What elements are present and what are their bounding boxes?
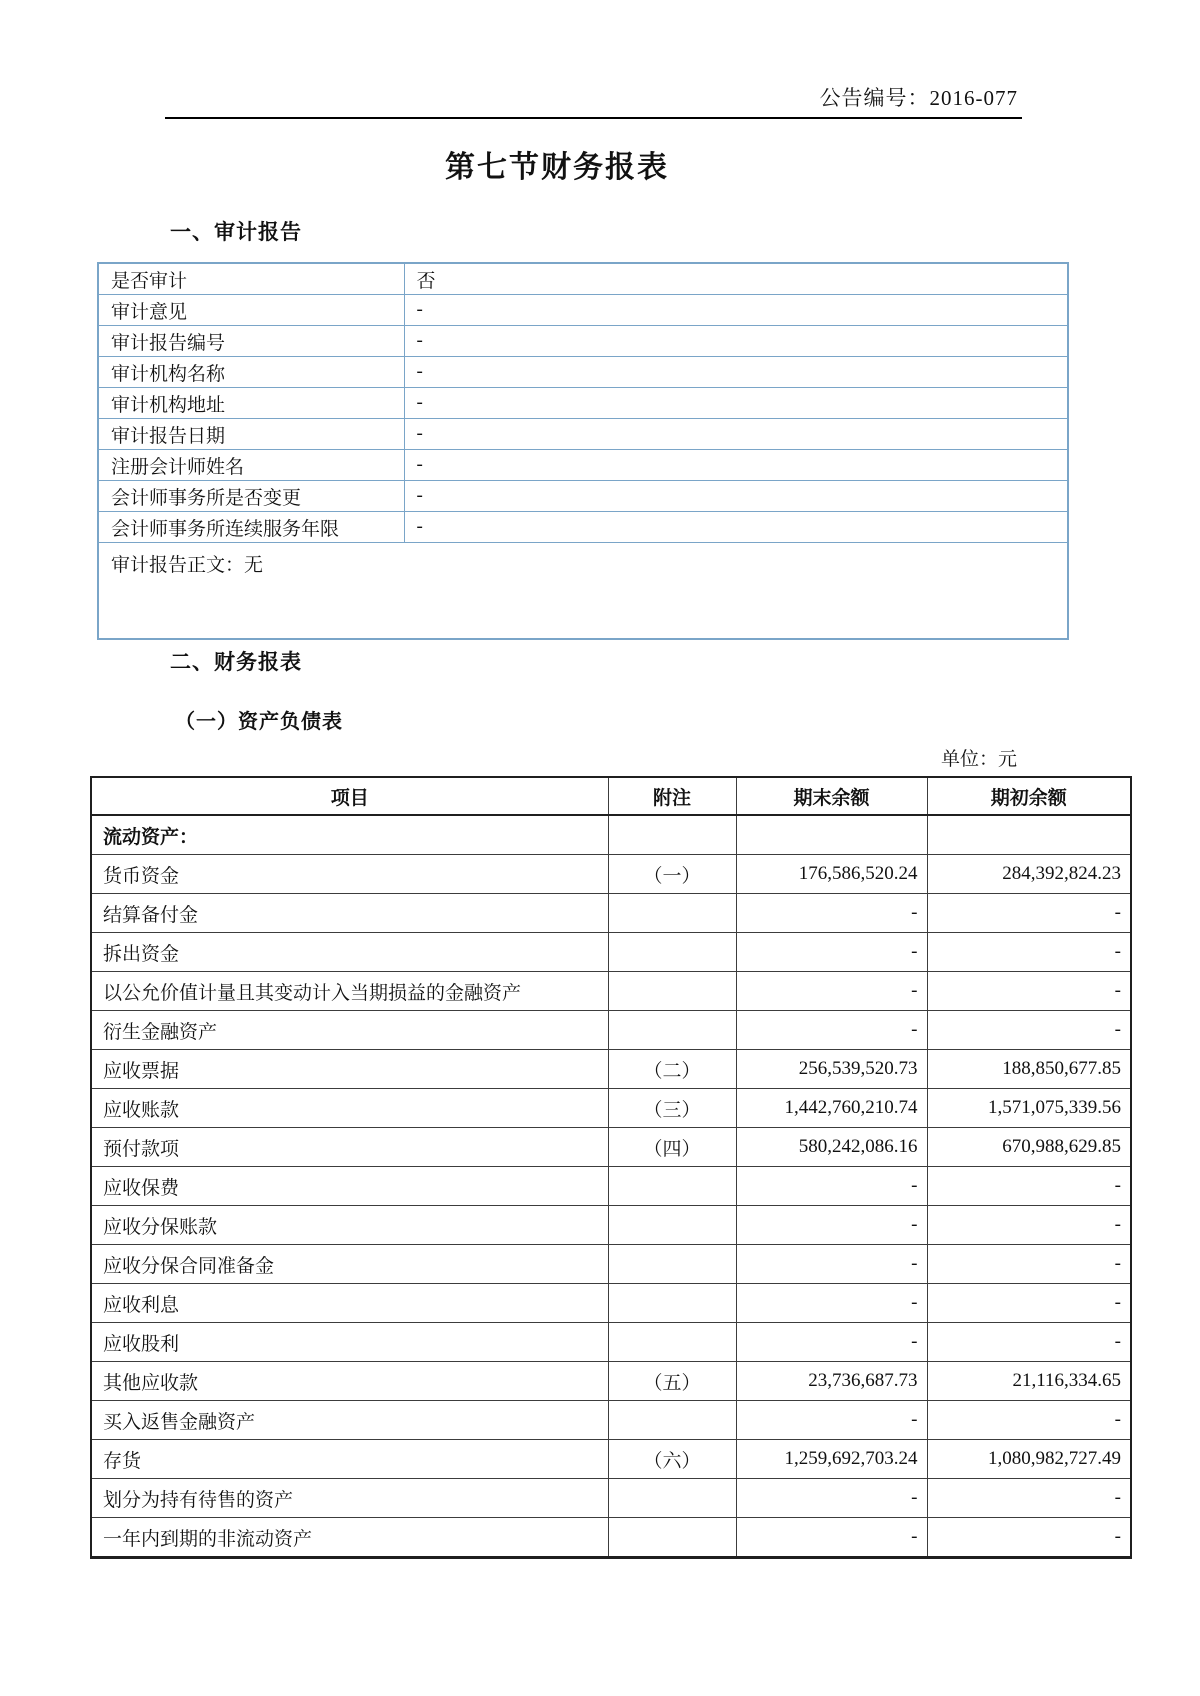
item-cell: 衍生金融资产 [91, 1011, 608, 1050]
balance-sheet-row [91, 1206, 1131, 1245]
ending-balance-cell: - [736, 1206, 927, 1245]
note-cell [608, 972, 736, 1011]
note-cell: （六） [608, 1440, 736, 1479]
item-cell: 一年内到期的非流动资产 [91, 1518, 608, 1558]
item-cell: 拆出资金 [91, 933, 608, 972]
beginning-balance-cell: - [927, 972, 1131, 1011]
note-cell [608, 1245, 736, 1284]
ending-balance-cell: 23,736,687.73 [736, 1362, 927, 1401]
audit-table-row [98, 388, 1068, 419]
beginning-balance-cell: - [927, 1011, 1131, 1050]
balance-sheet-row [91, 1245, 1131, 1284]
ending-balance-cell: - [736, 1323, 927, 1362]
item-cell: 预付款项 [91, 1128, 608, 1167]
beginning-balance-cell: - [927, 1323, 1131, 1362]
ending-balance-cell: - [736, 933, 927, 972]
audit-field-value: - [404, 450, 1068, 481]
ending-balance-cell: 1,259,692,703.24 [736, 1440, 927, 1479]
balance-sheet-row [91, 1128, 1131, 1167]
audit-field-label: 会计师事务所是否变更 [98, 481, 404, 512]
beginning-balance-cell: 670,988,629.85 [927, 1128, 1131, 1167]
note-cell [608, 1206, 736, 1245]
item-cell: 以公允价值计量且其变动计入当期损益的金融资产 [91, 972, 608, 1011]
unit-label: 单位：元 [940, 749, 1017, 770]
note-cell [608, 1011, 736, 1050]
column-header: 期初余额 [927, 777, 1131, 815]
audit-field-value: 否 [404, 263, 1068, 295]
note-cell: （三） [608, 1089, 736, 1128]
note-cell [608, 1323, 736, 1362]
audit-table-row [98, 326, 1068, 357]
audit-report-body-text: 审计报告正文：无 [98, 543, 1068, 640]
item-cell: 流动资产： [91, 815, 608, 855]
note-cell [608, 1518, 736, 1558]
ending-balance-cell: - [736, 1401, 927, 1440]
audit-field-value: - [404, 357, 1068, 388]
note-cell [608, 1284, 736, 1323]
balance-sheet-row [91, 1011, 1131, 1050]
audit-table-row [98, 450, 1068, 481]
beginning-balance-cell: - [927, 933, 1131, 972]
audit-field-label: 审计机构名称 [98, 357, 404, 388]
column-header: 附注 [608, 777, 736, 815]
item-cell: 应收利息 [91, 1284, 608, 1323]
ending-balance-cell: - [736, 1011, 927, 1050]
note-cell: （二） [608, 1050, 736, 1089]
beginning-balance-cell: - [927, 894, 1131, 933]
item-cell: 应收账款 [91, 1089, 608, 1128]
note-cell [608, 1167, 736, 1206]
balance-sheet-row [91, 1284, 1131, 1323]
ending-balance-cell: 256,539,520.73 [736, 1050, 927, 1089]
ending-balance-cell: - [736, 1167, 927, 1206]
balance-sheet-row [91, 1440, 1131, 1479]
audit-report-table [97, 262, 1069, 640]
beginning-balance-cell: 1,080,982,727.49 [927, 1440, 1131, 1479]
audit-table-row [98, 295, 1068, 326]
financial-section-heading: 二、财务报表 [170, 650, 302, 674]
column-header: 期末余额 [736, 777, 927, 815]
ending-balance-cell: 580,242,086.16 [736, 1128, 927, 1167]
balance-sheet-row [91, 1518, 1131, 1558]
audit-field-label: 会计师事务所连续服务年限 [98, 512, 404, 543]
audit-table-row [98, 419, 1068, 450]
ending-balance-cell: 1,442,760,210.74 [736, 1089, 927, 1128]
beginning-balance-cell: 284,392,824.23 [927, 855, 1131, 894]
audit-field-label: 审计报告编号 [98, 326, 404, 357]
balance-sheet-row [91, 855, 1131, 894]
audit-field-value: - [404, 512, 1068, 543]
item-cell: 应收股利 [91, 1323, 608, 1362]
header-rule [165, 117, 1022, 119]
beginning-balance-cell: - [927, 1206, 1131, 1245]
beginning-balance-cell: - [927, 1518, 1131, 1558]
audit-field-label: 审计意见 [98, 295, 404, 326]
beginning-balance-cell [927, 815, 1131, 855]
audit-section-heading: 一、审计报告 [170, 220, 302, 244]
beginning-balance-cell: - [927, 1284, 1131, 1323]
audit-table-row [98, 357, 1068, 388]
balance-sheet-row [91, 1089, 1131, 1128]
audit-field-value: - [404, 326, 1068, 357]
item-cell: 结算备付金 [91, 894, 608, 933]
balance-sheet-row [91, 1323, 1131, 1362]
balance-sheet-heading: （一）资产负债表 [175, 711, 343, 733]
audit-field-value: - [404, 481, 1068, 512]
balance-sheet-row [91, 1167, 1131, 1206]
note-cell: （一） [608, 855, 736, 894]
balance-sheet-row [91, 1479, 1131, 1518]
page-title: 第七节财务报表 [445, 151, 669, 184]
audit-footer-row [98, 543, 1068, 640]
note-cell: （四） [608, 1128, 736, 1167]
beginning-balance-cell: 1,571,075,339.56 [927, 1089, 1131, 1128]
item-cell: 应收保费 [91, 1167, 608, 1206]
item-cell: 应收票据 [91, 1050, 608, 1089]
beginning-balance-cell: - [927, 1479, 1131, 1518]
beginning-balance-cell: - [927, 1167, 1131, 1206]
balance-sheet-header-row [91, 777, 1131, 815]
balance-sheet-row [91, 894, 1131, 933]
column-header: 项目 [91, 777, 608, 815]
item-cell: 买入返售金融资产 [91, 1401, 608, 1440]
balance-sheet-row [91, 815, 1131, 855]
ending-balance-cell: - [736, 1245, 927, 1284]
ending-balance-cell: - [736, 1284, 927, 1323]
balance-sheet-row [91, 1050, 1131, 1089]
note-cell [608, 815, 736, 855]
audit-field-value: - [404, 419, 1068, 450]
note-cell [608, 933, 736, 972]
item-cell: 应收分保账款 [91, 1206, 608, 1245]
announcement-number: 公告编号：2016-077 [819, 86, 1018, 110]
balance-sheet-row [91, 1362, 1131, 1401]
note-cell [608, 1401, 736, 1440]
ending-balance-cell: - [736, 972, 927, 1011]
beginning-balance-cell: - [927, 1245, 1131, 1284]
audit-field-label: 审计机构地址 [98, 388, 404, 419]
balance-sheet-row [91, 933, 1131, 972]
audit-field-value: - [404, 388, 1068, 419]
note-cell [608, 894, 736, 933]
ending-balance-cell: - [736, 894, 927, 933]
audit-field-label: 注册会计师姓名 [98, 450, 404, 481]
item-cell: 货币资金 [91, 855, 608, 894]
note-cell: （五） [608, 1362, 736, 1401]
balance-sheet-row [91, 1401, 1131, 1440]
note-cell [608, 1479, 736, 1518]
beginning-balance-cell: 21,116,334.65 [927, 1362, 1131, 1401]
audit-table-row [98, 481, 1068, 512]
ending-balance-cell: - [736, 1518, 927, 1558]
item-cell: 其他应收款 [91, 1362, 608, 1401]
audit-table-row [98, 263, 1068, 295]
balance-sheet-table [90, 776, 1132, 1559]
ending-balance-cell [736, 815, 927, 855]
beginning-balance-cell: 188,850,677.85 [927, 1050, 1131, 1089]
item-cell: 存货 [91, 1440, 608, 1479]
ending-balance-cell: - [736, 1479, 927, 1518]
audit-field-label: 是否审计 [98, 263, 404, 295]
ending-balance-cell: 176,586,520.24 [736, 855, 927, 894]
audit-field-label: 审计报告日期 [98, 419, 404, 450]
item-cell: 划分为持有待售的资产 [91, 1479, 608, 1518]
balance-sheet-row [91, 972, 1131, 1011]
audit-field-value: - [404, 295, 1068, 326]
item-cell: 应收分保合同准备金 [91, 1245, 608, 1284]
audit-table-row [98, 512, 1068, 543]
beginning-balance-cell: - [927, 1401, 1131, 1440]
